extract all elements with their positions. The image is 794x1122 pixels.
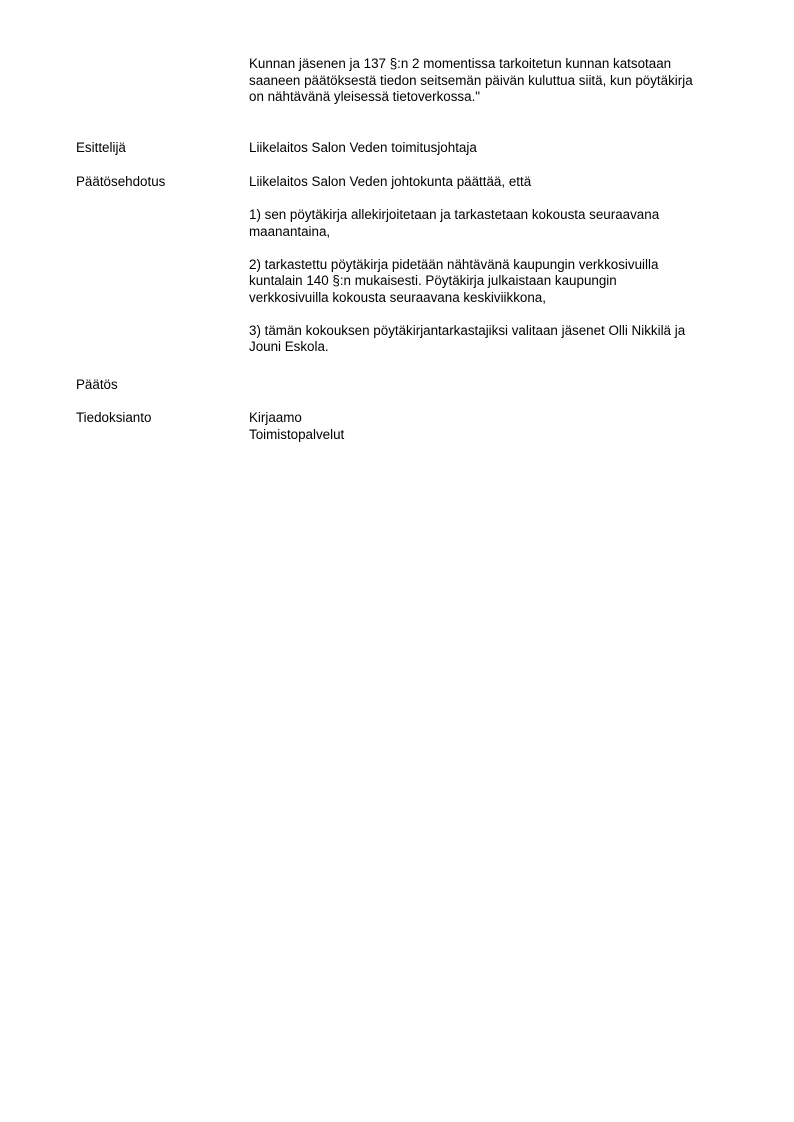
paatos-label: Päätös (76, 377, 118, 392)
proposal-line: maanantaina, (249, 223, 331, 239)
intro-line: on nähtävänä yleisessä tietoverkossa." (249, 89, 481, 104)
proposal-line: 3) tämän kokouksen pöytäkirjantarkastajiksi valitaan jäsenet Olli Nikkilä ja (249, 322, 686, 338)
esittelija-value: Liikelaitos Salon Veden toimitusjohtaja (249, 140, 477, 155)
intro-line: saaneen päätöksestä tiedon seitsemän päivän kuluttua siitä, kun pöytäkirja (249, 72, 693, 88)
proposal-line: kuntalain 140 §:n mukaisesti. Pöytäkirja julkaistaan kaupungin (249, 273, 617, 288)
recipient: Toimistopalvelut (249, 426, 345, 442)
recipient: Kirjaamo (249, 410, 302, 425)
tiedoksianto-recipients (249, 410, 749, 443)
proposal-line: Jouni Eskola. (249, 339, 329, 354)
intro-paragraph (249, 56, 749, 106)
proposal-item-3 (249, 323, 749, 356)
tiedoksianto-label: Tiedoksianto (76, 410, 152, 425)
proposal-line: 2) tarkastettu pöytäkirja pidetään nähtävänä kaupungin verkkosivuilla (249, 256, 659, 272)
paatosehdotus-content (249, 174, 749, 356)
proposal-item-1 (249, 207, 749, 240)
proposal-line: 1) sen pöytäkirja allekirjoitetaan ja tarkastetaan kokousta seuraavana (249, 207, 660, 222)
paatosehdotus-intro: Liikelaitos Salon Veden johtokunta päättää, että (249, 174, 532, 189)
proposal-line: verkkosivuilla kokousta seuraavana keskiviikkona, (249, 289, 546, 305)
proposal-item-2 (249, 257, 749, 307)
intro-line: Kunnan jäsenen ja 137 §:n 2 momentissa tarkoitetun kunnan katsotaan (249, 56, 672, 71)
paatosehdotus-label: Päätösehdotus (76, 174, 166, 189)
esittelija-label: Esittelijä (76, 140, 126, 155)
